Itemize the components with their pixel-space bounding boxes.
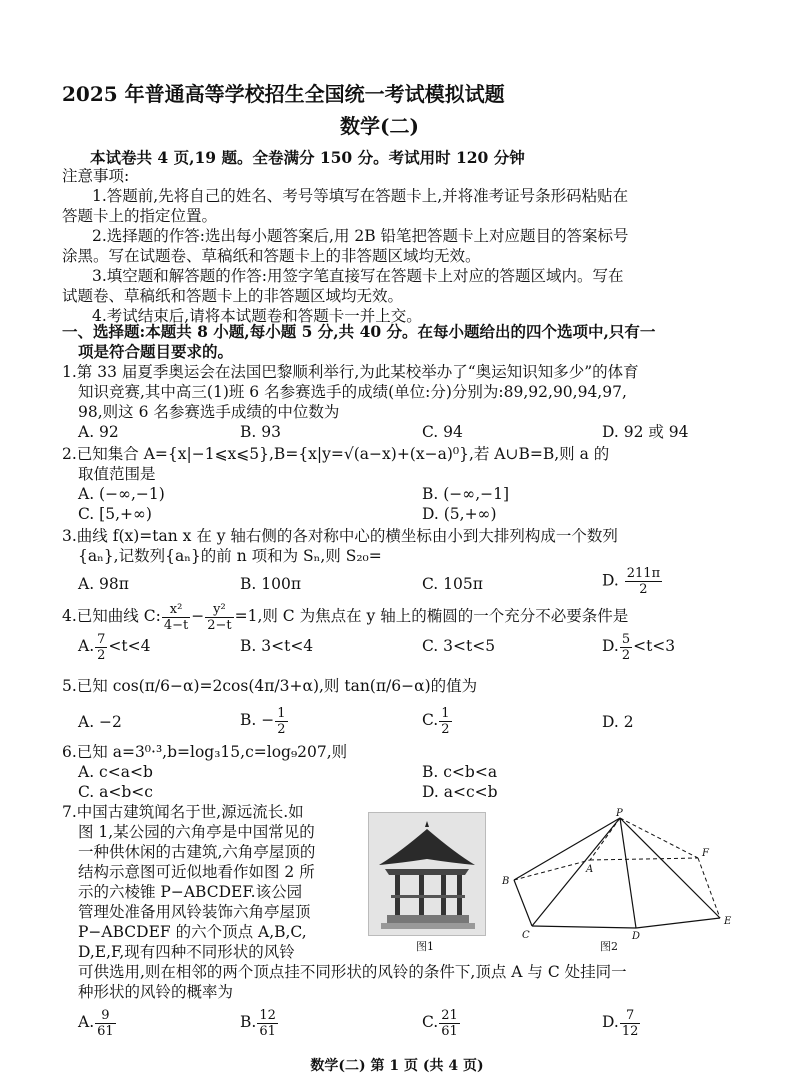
question-1-text: 1.第 33 届夏季奥运会在法国巴黎顺利举行,为此某校举办了“奥运知识知多少”的体育 <box>62 363 639 381</box>
q1-option-c: C. 94 <box>422 423 463 441</box>
vertex-label: C <box>522 930 530 940</box>
vertex-label: A <box>586 864 594 875</box>
exam-subtitle: 数学(二) <box>340 114 419 138</box>
q2-option-a: A. (−∞,−1) <box>78 485 165 503</box>
note-line: 试题卷、草稿纸和答题卡上的非答题区域均无效。 <box>62 287 404 305</box>
vertex-label: F <box>702 848 709 859</box>
note-line: 3.填空题和解答题的作答:用签字笔直接写在答题卡上对应的答题区域内。写在 <box>92 267 624 285</box>
q6-option-d: D. a<c<b <box>422 783 498 801</box>
fraction: $\frac{\text{y²}}{2-t}$ <box>207 601 232 633</box>
question-7-text: 一种供休闲的古建筑,六角亭屋顶的 <box>78 843 316 861</box>
fraction: $\frac{21}{61}$ <box>441 1007 458 1039</box>
q2-option-d: D. (5,+∞) <box>422 505 497 523</box>
q5-option-c: C. $\frac{1}{2}$ <box>422 705 450 737</box>
question-2-text: 2.已知集合 A={x|−1⩽x⩽5},B={x|y=√(a−x)+(x−a)⁰},若 A∪B=B,则 a 的 <box>62 445 610 463</box>
fraction: $\frac{7}{12}$ <box>621 1007 639 1039</box>
q3-option-b: B. 100π <box>240 575 302 593</box>
q7-option-b: B. $\frac{12}{61}$ <box>240 1007 276 1039</box>
question-5-text: 5.已知 cos(π/6−α)=2cos(4π/3+α),则 tan(π/6−α)的值为 <box>62 677 478 695</box>
note-line: 答题卡上的指定位置。 <box>62 207 218 225</box>
fraction: $\frac{1}{2}$ <box>277 705 286 737</box>
question-1-text: 知识竞赛,其中高三(1)班 6 名参赛选手的成绩(单位:分)分别为:89,92,90,94,97, <box>78 383 627 401</box>
question-7-text: 结构示意图可近似地看作如图 2 所 <box>78 863 315 881</box>
question-7-text: 7.中国古建筑闻名于世,源远流长.如 <box>62 803 304 821</box>
question-1-text: 98,则这 6 名参赛选手成绩的中位数为 <box>78 403 340 421</box>
q1-option-b: B. 93 <box>240 423 281 441</box>
fraction: $\frac{1}{2}$ <box>441 705 450 737</box>
q2-option-c: C. [5,+∞) <box>78 505 152 523</box>
q4-option-a: A. $\frac{7}{2}$ <t<4 <box>78 631 151 663</box>
q7-option-d: D. $\frac{7}{12}$ <box>602 1007 639 1039</box>
q3-option-c: C. 105π <box>422 575 483 593</box>
question-7-text: D,E,F,现有四种不同形状的风铃 <box>78 943 295 961</box>
q6-option-a: A. c<a<b <box>78 763 153 781</box>
fraction: $\frac{211\pi}{2}$ <box>626 566 661 597</box>
vertex-label: D <box>632 931 641 940</box>
figure-1-caption: 图1 <box>416 940 434 953</box>
note-line: 涂黑。写在试题卷、草稿纸和答题卡上的非答题区域均无效。 <box>62 247 481 265</box>
q5-option-b: B. − $\frac{1}{2}$ <box>240 705 286 737</box>
note-line: 1.答题前,先将自己的姓名、考号等填写在答题卡上,并将准考证号条形码粘贴在 <box>92 187 629 205</box>
vertex-label: P <box>616 808 623 819</box>
fraction: $\frac{\text{x²}}{4-t}$ <box>163 601 189 633</box>
question-4-text: 4.已知曲线 C: $\frac{\text{x²}}{4-t}$ − $\frac{\text{y²}}{2-t}$ =1,则 C 为焦点在 y 轴上的椭圆的一个充分不必要条件是 <box>62 601 629 633</box>
q2-option-b: B. (−∞,−1] <box>422 485 510 503</box>
q1-option-d: D. 92 或 94 <box>602 423 689 441</box>
pavilion-photo <box>368 812 486 936</box>
fraction: $\frac{12}{61}$ <box>259 1007 276 1039</box>
figure-2-caption: 图2 <box>600 940 618 953</box>
notice-label: 注意事项: <box>62 167 130 185</box>
question-6-text: 6.已知 a=3⁰·³,b=log₃15,c=log₉207,则 <box>62 743 348 761</box>
vertex-label: B <box>502 876 510 887</box>
question-7-text: 可供选用,则在相邻的两个顶点挂不同形状的风铃的条件下,顶点 A 与 C 处挂同一 <box>78 963 627 981</box>
question-7-text: P−ABCDEF 的六个顶点 A,B,C, <box>78 923 307 941</box>
note-line: 2.选择题的作答:选出每小题答案后,用 2B 铅笔把答题卡上对应题目的答案标号 <box>92 227 629 245</box>
q3-option-a: A. 98π <box>78 575 129 593</box>
question-3-text: 3.曲线 f(x)=tan x 在 y 轴右侧的各对称中心的横坐标由小到大排列构成一个数列 <box>62 527 618 545</box>
pavilion-drawing <box>369 813 485 935</box>
q6-option-c: C. a<b<c <box>78 783 153 801</box>
q4-option-b: B. 3<t<4 <box>240 637 314 655</box>
question-7-text: 示的六棱锥 P−ABCDEF.该公园 <box>78 883 303 901</box>
q3-option-d: D. $\frac{211\pi}{2}$ <box>602 566 661 597</box>
section-heading-cont: 项是符合题目要求的。 <box>78 342 234 361</box>
q4-option-c: C. 3<t<5 <box>422 637 496 655</box>
question-7-text: 图 1,某公园的六角亭是中国常见的 <box>78 823 315 841</box>
q6-option-b: B. c<b<a <box>422 763 498 781</box>
section-heading: 一、选择题:本题共 8 小题,每小题 5 分,共 40 分。在每小题给出的四个选项中,只有一 <box>62 322 656 341</box>
exam-info: 本试卷共 4 页,19 题。全卷满分 150 分。考试用时 120 分钟 <box>90 148 525 167</box>
question-7-text: 种形状的风铃的概率为 <box>78 983 234 1001</box>
exam-title: 2025 年普通高等学校招生全国统一考试模拟试题 <box>62 82 505 106</box>
q1-option-a: A. 92 <box>78 423 119 441</box>
q5-option-a: A. −2 <box>78 713 122 731</box>
fraction: $\frac{7}{2}$ <box>97 631 106 663</box>
q4-option-d: D. $\frac{5}{2}$ <t<3 <box>602 631 676 663</box>
hexagonal-pyramid-diagram <box>492 808 742 940</box>
q5-option-d: D. 2 <box>602 713 634 731</box>
question-7-text: 管理处准备用风铃装饰六角亭屋顶 <box>78 903 311 921</box>
vertex-label: E <box>724 916 732 927</box>
page-footer: 数学(二) 第 1 页 (共 4 页) <box>310 1058 484 1074</box>
question-2-text: 取值范围是 <box>78 465 156 483</box>
q7-option-c: C. $\frac{21}{61}$ <box>422 1007 458 1039</box>
fraction: $\frac{9}{61}$ <box>97 1007 114 1039</box>
fraction: $\frac{5}{2}$ <box>621 631 631 663</box>
q7-option-a: A. $\frac{9}{61}$ <box>78 1007 114 1039</box>
note-line: 4.考试结束后,请将本试题卷和答题卡一并上交。 <box>92 307 422 325</box>
question-3-text: {aₙ},记数列{aₙ}的前 n 项和为 Sₙ,则 S₂₀= <box>78 547 382 565</box>
